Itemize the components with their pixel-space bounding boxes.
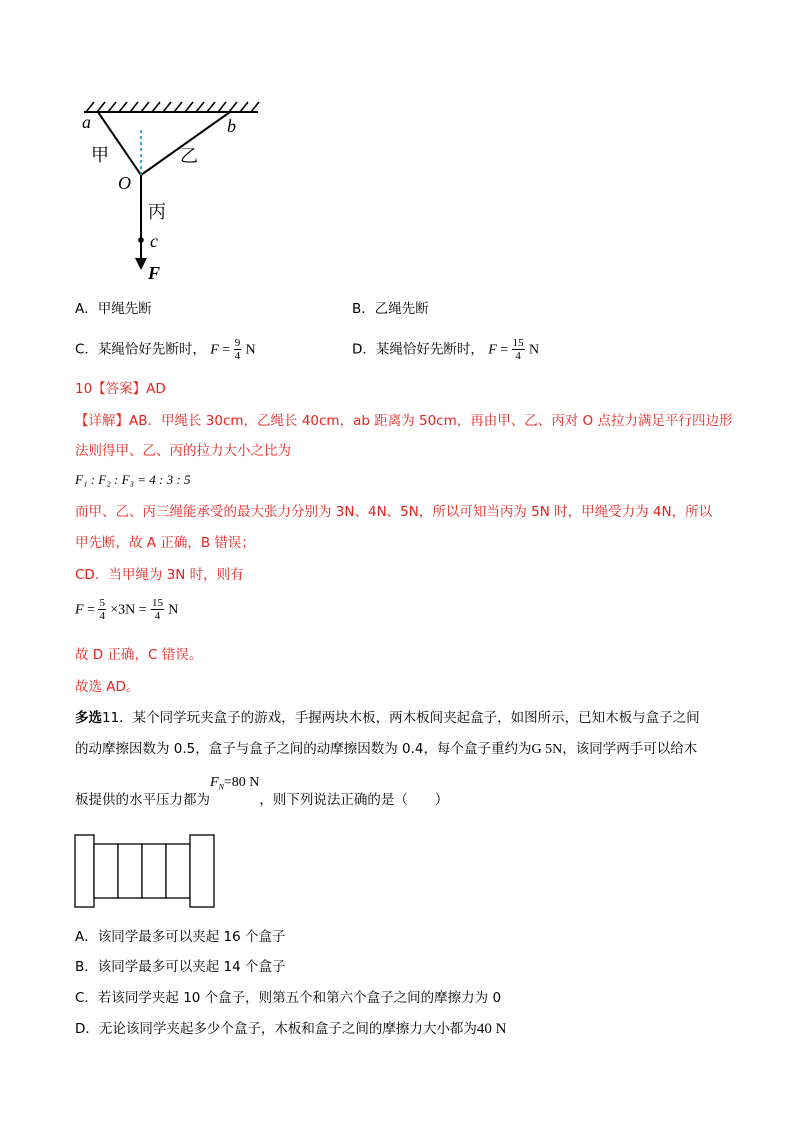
label-c: c: [150, 231, 158, 251]
q11-text-2-tail: ，该同学两手可以给木: [562, 741, 698, 757]
force-formula: F = $\frac{5}{4}$ ×3N = $\frac{15}{4}$ N: [75, 597, 179, 622]
right-board: [190, 835, 214, 907]
box-3: [142, 844, 166, 898]
box-1: [94, 844, 118, 898]
q11-text-3-tail: ，则下列说法正确的是（ ）: [259, 792, 449, 808]
q11-option-d-math: 40 N: [476, 1021, 507, 1037]
option-c-var: F: [210, 342, 219, 358]
box-2: [118, 844, 142, 898]
detail-line-6: 故 D 正确，C 错误。: [75, 647, 203, 663]
force-formula-frac-2: $\frac{15}{4}$: [151, 597, 163, 622]
q11-text-3: 板提供的水平压力都为: [75, 792, 210, 808]
option-d-text: D．某绳恰好先断时，: [352, 341, 484, 358]
option-a: A．甲绳先断: [75, 301, 152, 317]
label-yi: 乙: [180, 146, 198, 166]
q11-option-b: B．该同学最多可以夹起 14 个盒子: [75, 959, 286, 975]
label-o: O: [118, 173, 131, 193]
q11-text-2: 的动摩擦因数为 0.5，盒子与盒子之间的动摩擦因数为 0.4，每个盒子重约为: [75, 741, 532, 757]
boxes-diagram: [72, 832, 222, 912]
force-formula-unit: N: [168, 602, 179, 618]
label-f: F: [148, 263, 161, 283]
q11-force-math: $F_N=80$ N: [210, 775, 260, 792]
point-c-dot: [138, 237, 144, 243]
rope-jia: [98, 112, 141, 175]
q11-option-d: [75, 1019, 507, 1039]
option-d: D．某绳恰好先断时， F = $\frac{15}{4}$ N: [352, 337, 540, 362]
option-d-fraction: $\frac{15}{4}$: [512, 337, 524, 362]
label-jia: 甲: [91, 145, 109, 165]
q11-line-2: [75, 739, 697, 760]
option-d-var: F: [488, 342, 497, 358]
option-d-unit: N: [528, 342, 540, 358]
q11-line-1: [75, 708, 700, 728]
q11-option-c: C．若该同学夹起 10 个盒子，则第五个和第六个盒子之间的摩擦力为 0: [75, 990, 502, 1006]
q11-text-1: 11．某个同学玩夹盒子的游戏，手握两块木板，两木板间夹起盒子，如图所示，已知木板与盒子之间: [102, 710, 700, 726]
option-c-unit: N: [245, 342, 256, 358]
q11-line-3: [75, 775, 449, 816]
detail-line-1: 【详解】AB．甲绳长 30cm，乙绳长 40cm，ab 距离为 50cm，再由甲、乙、丙对 O 点拉力满足平行四边形: [75, 413, 733, 429]
answer-line: 10【答案】AD: [75, 381, 166, 397]
ratio-formula: F₁ : F₂ : F₃ = 4 : 3 : 5: [75, 472, 191, 487]
label-bing: 丙: [148, 202, 166, 222]
left-board: [75, 835, 94, 907]
force-formula-mid: ×3N =: [110, 602, 147, 618]
detail-line-7: 故选 AD。: [75, 679, 140, 695]
ceiling-hatching: [86, 102, 259, 112]
force-formula-frac-1: $\frac{5}{4}$: [99, 597, 105, 622]
detail-line-3: 而甲、乙、丙三绳能承受的最大张力分别为 3N、4N、5N，所以可知当丙为 5N 时，甲绳受力为 4N，所以: [75, 504, 713, 520]
label-b: b: [227, 116, 236, 136]
q11-tag: 多选: [75, 710, 102, 726]
q11-option-d-text: D．无论该同学夹起多少个盒子，木板和盒子之间的摩擦力大小都为: [75, 1021, 477, 1037]
option-c: C．某绳恰好先断时， F = $\frac{9}{4}$ N: [75, 337, 256, 362]
option-b: B．乙绳先断: [352, 301, 429, 317]
rope-diagram: [70, 90, 270, 290]
option-c-fraction: $\frac{9}{4}$: [234, 337, 241, 362]
detail-line-5: CD．当甲绳为 3N 时，则有: [75, 567, 244, 583]
label-a: a: [82, 112, 91, 132]
force-arrow-head: [135, 258, 147, 270]
q11-weight-math: G 5N: [531, 742, 563, 757]
detail-line-2: 法则得甲、乙、丙的拉力大小之比为: [75, 443, 291, 459]
force-formula-var: F: [75, 602, 84, 618]
option-c-text: C．某绳恰好先断时，: [75, 341, 206, 358]
detail-line-4: 甲先断，故 A 正确，B 错误；: [75, 535, 255, 551]
box-4: [166, 844, 190, 898]
q11-option-a: A．该同学最多可以夹起 16 个盒子: [75, 929, 286, 945]
